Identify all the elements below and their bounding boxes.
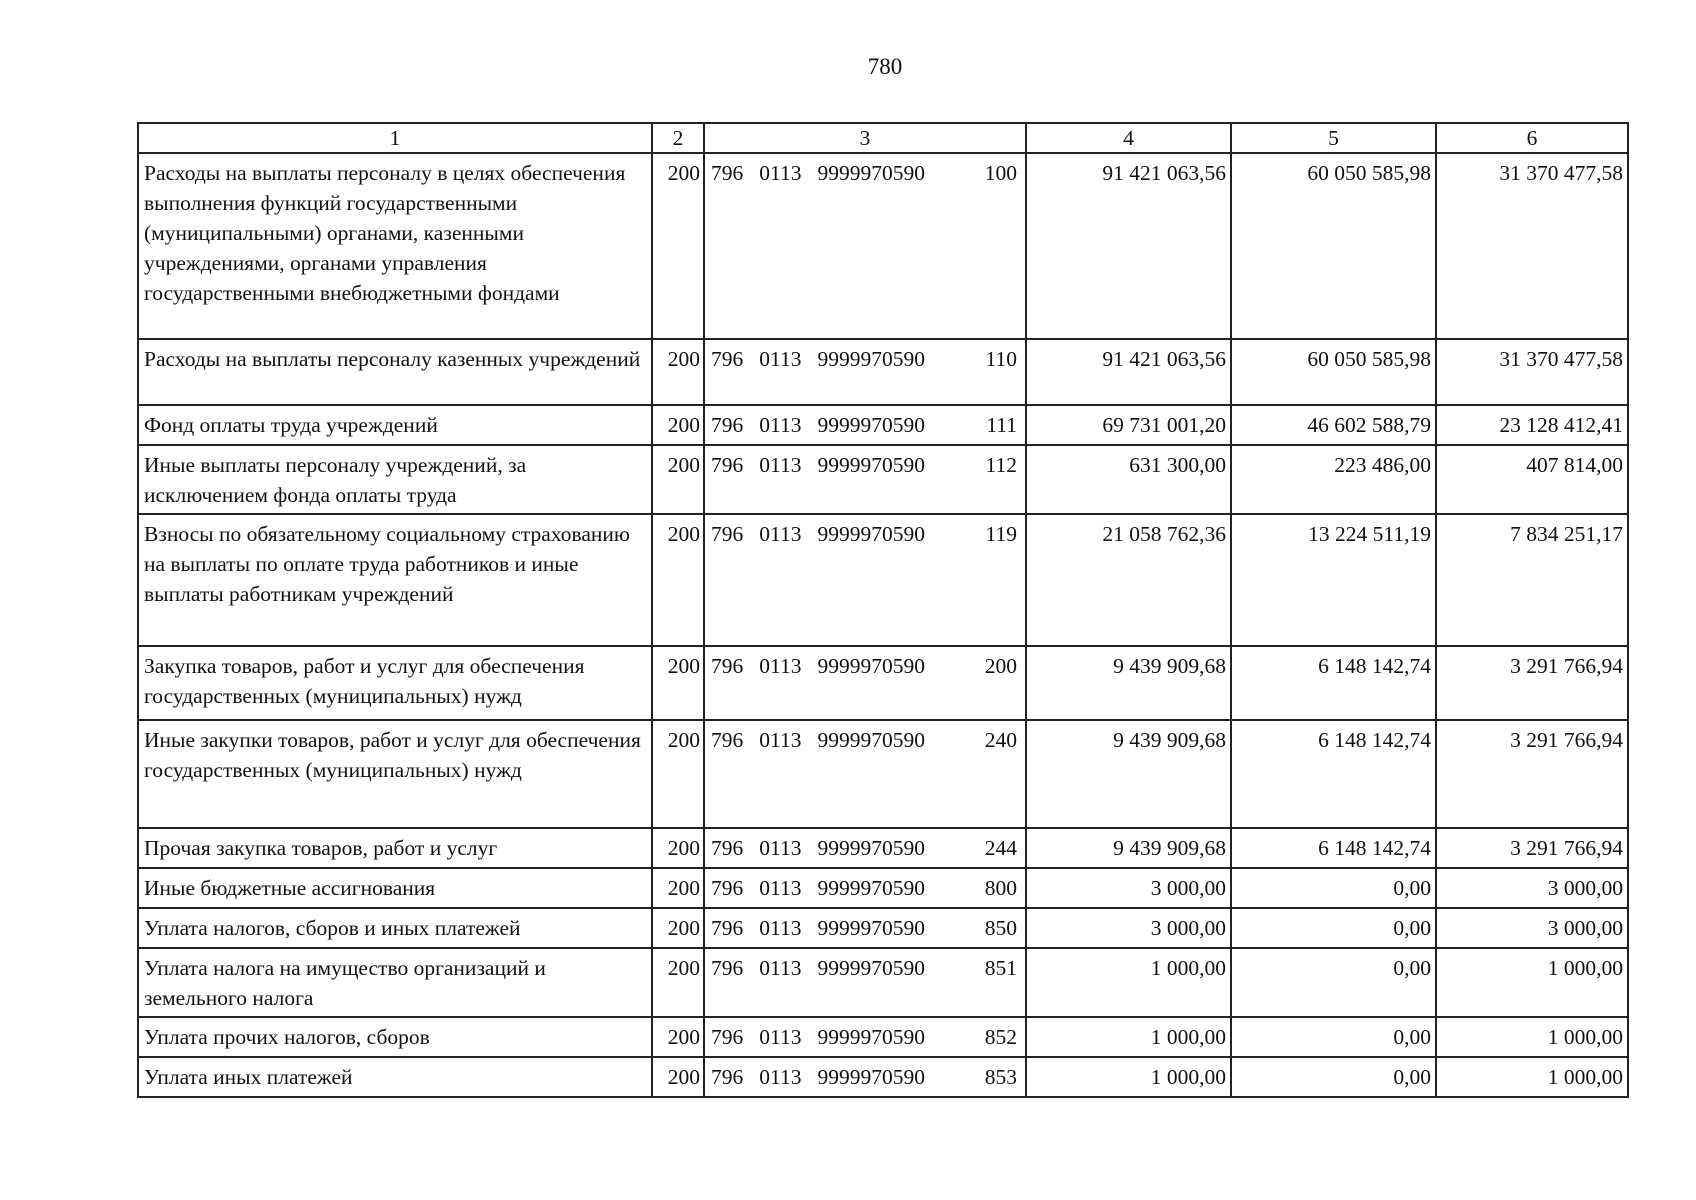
row-rzpr: 0113 (759, 161, 802, 185)
row-vr: 119 (985, 522, 1017, 546)
row-name: Расходы на выплаты персоналу казенных учреждений (138, 339, 652, 405)
table-row (138, 153, 1628, 339)
row-sum-5: 6 148 142,74 (1231, 828, 1436, 868)
row-rzpr: 0113 (759, 876, 802, 900)
row-rzpr: 0113 (759, 836, 802, 860)
row-grbs: 200 (652, 828, 704, 868)
row-code (704, 1017, 1026, 1057)
row-sum-4: 1 000,00 (1026, 1017, 1231, 1057)
row-sum-6: 31 370 477,58 (1436, 339, 1628, 405)
column-header: 6 (1436, 123, 1628, 153)
table-row (138, 720, 1628, 828)
row-csr: 9999970590 (817, 347, 925, 371)
row-name: Уплата налогов, сборов и иных платежей (138, 908, 652, 948)
row-vr: 852 (984, 1025, 1017, 1049)
table-row (138, 1017, 1628, 1057)
row-csr: 9999970590 (817, 916, 925, 940)
row-grbs: 200 (652, 405, 704, 445)
row-vr: 240 (984, 728, 1017, 752)
row-grbs: 200 (652, 720, 704, 828)
row-rzpr: 0113 (759, 522, 802, 546)
row-sum-4: 1 000,00 (1026, 1057, 1231, 1097)
row-sum-4: 69 731 001,20 (1026, 405, 1231, 445)
row-grbs: 200 (652, 1017, 704, 1057)
column-header: 4 (1026, 123, 1231, 153)
row-sum-4: 21 058 762,36 (1026, 514, 1231, 646)
row-name: Закупка товаров, работ и услуг для обеспечения государственных (муниципальных) нужд (138, 646, 652, 720)
row-sum-4: 3 000,00 (1026, 908, 1231, 948)
row-rzpr: 0113 (759, 347, 802, 371)
row-csr: 9999970590 (817, 522, 925, 546)
row-sum-4: 1 000,00 (1026, 948, 1231, 1017)
row-name: Уплата налога на имущество организаций и земельного налога (138, 948, 652, 1017)
row-sum-5: 6 148 142,74 (1231, 646, 1436, 720)
column-header: 1 (138, 123, 652, 153)
row-csr: 9999970590 (817, 161, 925, 185)
budget-table (137, 122, 1629, 1098)
row-sum-5: 6 148 142,74 (1231, 720, 1436, 828)
row-name: Расходы на выплаты персоналу в целях обеспечения выполнения функций государственными (муниципальными) органами, казенными учреждениями, органами управления государственными внебюджетными фондами (138, 153, 652, 339)
row-sum-4: 9 439 909,68 (1026, 720, 1231, 828)
row-grbs: 200 (652, 908, 704, 948)
row-name: Уплата иных платежей (138, 1057, 652, 1097)
row-sum-5: 13 224 511,19 (1231, 514, 1436, 646)
row-grbs: 200 (652, 646, 704, 720)
row-name: Фонд оплаты труда учреждений (138, 405, 652, 445)
row-name: Уплата прочих налогов, сборов (138, 1017, 652, 1057)
row-ved: 796 (711, 654, 744, 678)
row-sum-4: 91 421 063,56 (1026, 339, 1231, 405)
row-csr: 9999970590 (817, 956, 925, 980)
row-grbs: 200 (652, 1057, 704, 1097)
row-sum-5: 0,00 (1231, 1057, 1436, 1097)
row-code (704, 339, 1026, 405)
row-code (704, 720, 1026, 828)
row-ved: 796 (711, 522, 744, 546)
row-sum-5: 60 050 585,98 (1231, 153, 1436, 339)
row-code (704, 948, 1026, 1017)
row-ved: 796 (711, 836, 744, 860)
row-vr: 100 (984, 161, 1017, 185)
row-sum-4: 9 439 909,68 (1026, 646, 1231, 720)
row-name: Иные бюджетные ассигнования (138, 868, 652, 908)
row-sum-5: 0,00 (1231, 1017, 1436, 1057)
row-ved: 796 (711, 1025, 744, 1049)
row-csr: 9999970590 (817, 453, 925, 477)
row-grbs: 200 (652, 948, 704, 1017)
row-name: Прочая закупка товаров, работ и услуг (138, 828, 652, 868)
row-sum-5: 46 602 588,79 (1231, 405, 1436, 445)
row-code (704, 445, 1026, 514)
row-ved: 796 (711, 453, 744, 477)
row-name: Иные закупки товаров, работ и услуг для обеспечения государственных (муниципальных) нужд (138, 720, 652, 828)
row-ved: 796 (711, 876, 744, 900)
row-sum-4: 3 000,00 (1026, 868, 1231, 908)
table-row (138, 868, 1628, 908)
row-csr: 9999970590 (817, 413, 925, 437)
row-vr: 200 (984, 654, 1017, 678)
row-csr: 9999970590 (817, 836, 925, 860)
row-ved: 796 (711, 413, 744, 437)
row-vr: 851 (984, 956, 1017, 980)
row-sum-5: 0,00 (1231, 948, 1436, 1017)
row-csr: 9999970590 (817, 728, 925, 752)
row-rzpr: 0113 (759, 453, 802, 477)
row-sum-4: 9 439 909,68 (1026, 828, 1231, 868)
row-vr: 850 (984, 916, 1017, 940)
row-sum-6: 3 000,00 (1436, 868, 1628, 908)
row-sum-5: 0,00 (1231, 908, 1436, 948)
row-ved: 796 (711, 916, 744, 940)
row-sum-5: 60 050 585,98 (1231, 339, 1436, 405)
row-csr: 9999970590 (817, 876, 925, 900)
row-code (704, 514, 1026, 646)
row-rzpr: 0113 (759, 956, 802, 980)
row-sum-6: 1 000,00 (1436, 1017, 1628, 1057)
row-sum-6: 7 834 251,17 (1436, 514, 1628, 646)
row-sum-6: 3 291 766,94 (1436, 828, 1628, 868)
row-sum-6: 3 291 766,94 (1436, 646, 1628, 720)
column-header: 3 (704, 123, 1026, 153)
row-vr: 853 (984, 1065, 1017, 1089)
row-vr: 112 (985, 453, 1017, 477)
row-name: Иные выплаты персоналу учреждений, за исключением фонда оплаты труда (138, 445, 652, 514)
row-code (704, 908, 1026, 948)
page-number: 780 (867, 54, 903, 79)
table-row (138, 405, 1628, 445)
row-grbs: 200 (652, 868, 704, 908)
table-row (138, 1057, 1628, 1097)
row-ved: 796 (711, 161, 744, 185)
row-sum-4: 91 421 063,56 (1026, 153, 1231, 339)
table-row (138, 948, 1628, 1017)
row-rzpr: 0113 (759, 1065, 802, 1089)
row-grbs: 200 (652, 339, 704, 405)
row-grbs: 200 (652, 514, 704, 646)
column-header: 2 (652, 123, 704, 153)
row-rzpr: 0113 (759, 654, 802, 678)
row-sum-4: 631 300,00 (1026, 445, 1231, 514)
table-row (138, 646, 1628, 720)
row-sum-6: 3 291 766,94 (1436, 720, 1628, 828)
row-grbs: 200 (652, 445, 704, 514)
table-row (138, 908, 1628, 948)
table-row (138, 339, 1628, 405)
row-ved: 796 (711, 1065, 744, 1089)
row-sum-6: 3 000,00 (1436, 908, 1628, 948)
row-rzpr: 0113 (759, 728, 802, 752)
row-ved: 796 (711, 956, 744, 980)
row-code (704, 405, 1026, 445)
row-vr: 111 (986, 413, 1017, 437)
row-vr: 244 (984, 836, 1017, 860)
row-sum-6: 407 814,00 (1436, 445, 1628, 514)
row-csr: 9999970590 (817, 1025, 925, 1049)
row-sum-6: 31 370 477,58 (1436, 153, 1628, 339)
row-rzpr: 0113 (759, 916, 802, 940)
row-code (704, 828, 1026, 868)
row-ved: 796 (711, 347, 744, 371)
row-sum-5: 223 486,00 (1231, 445, 1436, 514)
row-sum-6: 1 000,00 (1436, 1057, 1628, 1097)
column-number-row (138, 123, 1628, 153)
row-csr: 9999970590 (817, 1065, 925, 1089)
row-sum-6: 1 000,00 (1436, 948, 1628, 1017)
row-vr: 800 (984, 876, 1017, 900)
row-sum-5: 0,00 (1231, 868, 1436, 908)
column-header: 5 (1231, 123, 1436, 153)
table-row (138, 445, 1628, 514)
row-csr: 9999970590 (817, 654, 925, 678)
row-ved: 796 (711, 728, 744, 752)
row-code (704, 1057, 1026, 1097)
row-code (704, 868, 1026, 908)
row-name: Взносы по обязательному социальному страхованию на выплаты по оплате труда работников и иные выплаты работникам учреждений (138, 514, 652, 646)
row-rzpr: 0113 (759, 413, 802, 437)
row-rzpr: 0113 (759, 1025, 802, 1049)
table-row (138, 828, 1628, 868)
row-grbs: 200 (652, 153, 704, 339)
row-code (704, 153, 1026, 339)
row-sum-6: 23 128 412,41 (1436, 405, 1628, 445)
table-row (138, 514, 1628, 646)
row-vr: 110 (985, 347, 1017, 371)
row-code (704, 646, 1026, 720)
